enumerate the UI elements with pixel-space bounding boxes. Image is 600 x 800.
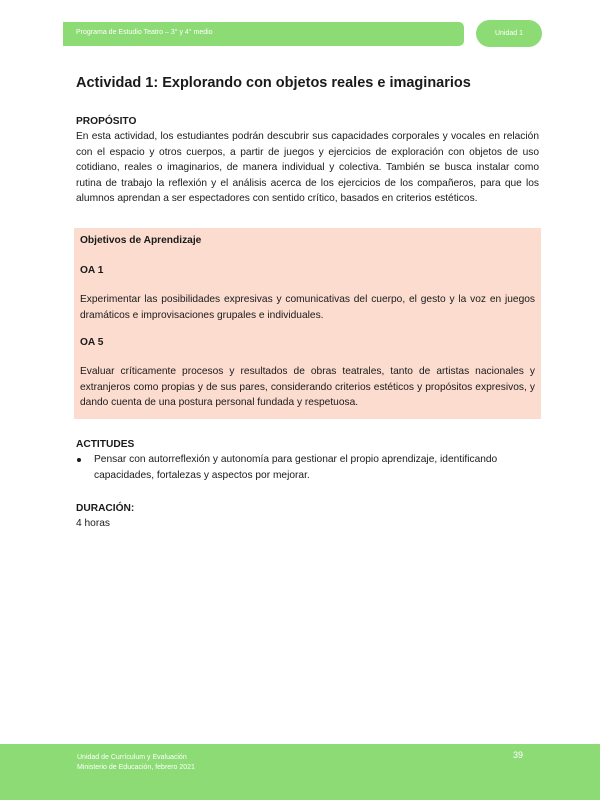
activity-title: Actividad 1: Explorando con objetos reales e imaginarios — [76, 75, 471, 91]
footer-line-2: Ministerio de Educación, febrero 2021 — [77, 763, 195, 771]
purpose-section — [76, 114, 539, 206]
duration-section — [76, 501, 539, 532]
objectives-heading: Objetivos de Aprendizaje — [80, 235, 202, 247]
attitudes-list — [76, 452, 539, 483]
attitudes-section — [76, 437, 539, 483]
header-bar — [63, 22, 464, 46]
list-item — [76, 452, 539, 483]
objective-code: OA 1 — [80, 264, 104, 276]
duration-heading: DURACIÓN: — [76, 502, 135, 514]
objective-text: Experimentar las posibilidades expresivas y comunicativas del cuerpo, el gesto y la voz en juegos dramáticos e improvisaciones grupales e individuales. — [80, 294, 535, 321]
duration-value: 4 horas — [76, 518, 110, 530]
objectives-box — [74, 228, 541, 418]
page-content — [76, 74, 539, 532]
footer-credits — [77, 753, 195, 772]
purpose-heading: PROPÓSITO — [76, 116, 137, 127]
objective-oa5 — [80, 335, 535, 411]
unit-badge: Unidad 1 — [476, 20, 542, 47]
footer-bar — [0, 744, 600, 800]
attitude-text: Pensar con autorreflexión y autonomía para gestionar el propio aprendizaje, identificando capacidades, fortalezas y aspectos por mejorar. — [94, 454, 498, 481]
attitudes-heading: ACTITUDES — [76, 438, 135, 450]
objective-text: Evaluar críticamente procesos y resultados de obras teatrales, tanto de artistas nacionales y extranjeros como propias y de sus pares, considerando criterios estéticos y propósitos expresivos, y dando cuenta de una postura personal fundada y respetuosa. — [80, 366, 535, 409]
objective-code: OA 5 — [80, 337, 104, 349]
program-title: Programa de Estudio Teatro – 3° y 4° medio — [76, 29, 213, 36]
page-number: 39 — [513, 750, 524, 760]
objective-oa1 — [80, 263, 535, 323]
footer-line-1: Unidad de Currículum y Evaluación — [77, 754, 187, 761]
bullet-icon — [77, 458, 81, 462]
purpose-text: En esta actividad, los estudiantes podrán descubrir sus capacidades corporales y vocales en relación con el espacio y otros cuerpos, a partir de juegos y ejercicios de exploración con objetos de uso cotidiano, reales o imaginarios, de manera individual y colectiva. También se busca instalar como rutina de trabajo la reflexión y el análisis acerca de los ejercicios de los compañeros, para que los alumnos aprendan a ser espectadores con sentido crítico, basados en criterios estéticos. — [76, 131, 539, 205]
